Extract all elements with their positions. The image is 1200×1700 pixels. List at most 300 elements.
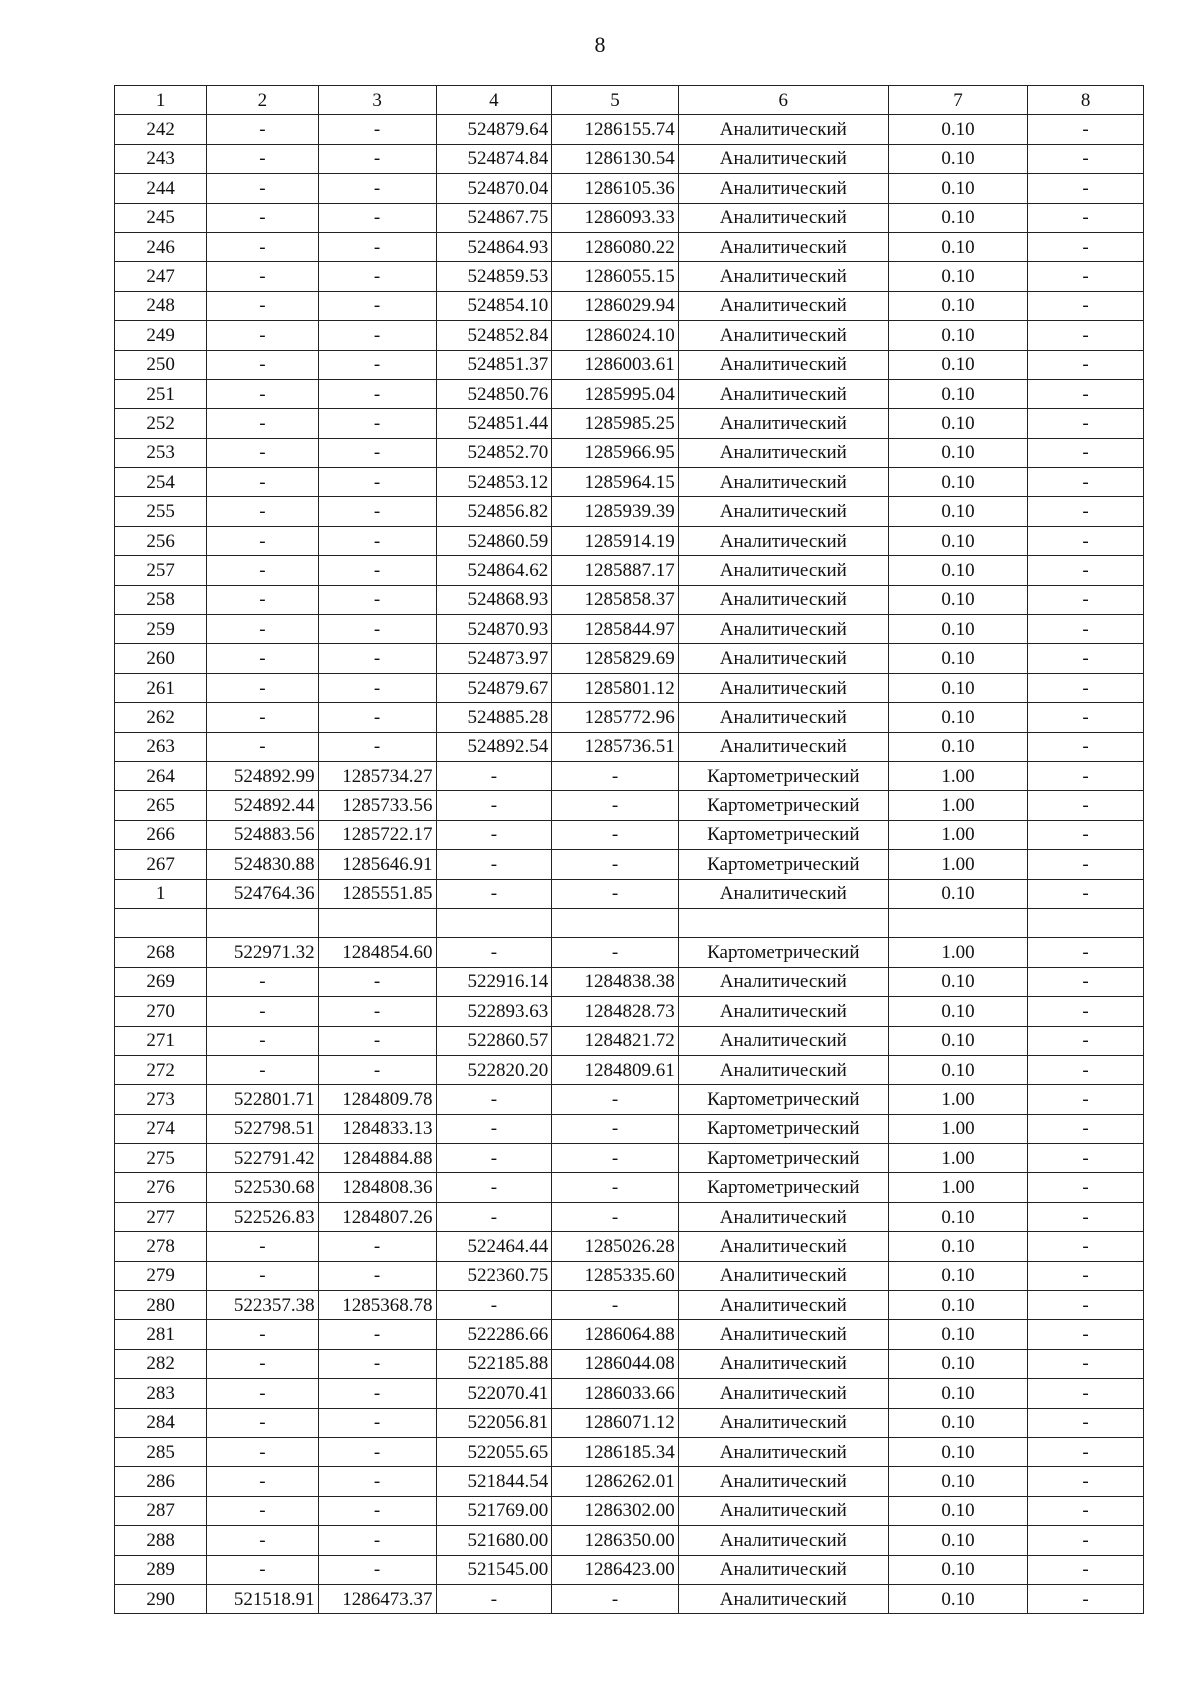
table-cell: 1285964.15 [552, 468, 678, 497]
table-cell: 524879.67 [436, 673, 552, 702]
table-cell: - [1028, 350, 1144, 379]
table-cell: - [552, 761, 678, 790]
table-cell: Аналитический [678, 1349, 888, 1378]
table-row [115, 115, 1144, 144]
table-cell: 0.10 [888, 203, 1027, 232]
table-cell: 1286064.88 [552, 1320, 678, 1349]
table-cell: 1.00 [888, 1173, 1027, 1202]
table-cell: 0.10 [888, 1379, 1027, 1408]
table-cell: 249 [115, 321, 207, 350]
table-cell: 1286029.94 [552, 291, 678, 320]
table-cell: 522286.66 [436, 1320, 552, 1349]
table-cell: 521518.91 [207, 1584, 318, 1613]
table-cell: Аналитический [678, 1320, 888, 1349]
table-cell: - [207, 438, 318, 467]
table-cell: 522820.20 [436, 1055, 552, 1084]
table-cell: - [552, 938, 678, 967]
table-row [115, 438, 1144, 467]
column-header: 8 [1028, 86, 1144, 115]
table-cell: - [318, 232, 436, 261]
table-cell: 290 [115, 1584, 207, 1613]
table-cell: 266 [115, 820, 207, 849]
table-cell: 522056.81 [436, 1408, 552, 1437]
table-cell: 0.10 [888, 556, 1027, 585]
table-cell: 277 [115, 1202, 207, 1231]
table-cell: - [1028, 967, 1144, 996]
table-cell: 1.00 [888, 761, 1027, 790]
table-cell: - [207, 556, 318, 585]
table-cell: - [318, 615, 436, 644]
table-cell: - [552, 1202, 678, 1231]
table-cell: 0.10 [888, 144, 1027, 173]
table-cell: - [436, 1291, 552, 1320]
table-cell: - [207, 1320, 318, 1349]
table-cell: Картометрический [678, 1144, 888, 1173]
table-cell: Аналитический [678, 879, 888, 908]
table-cell: 0.10 [888, 232, 1027, 261]
table-row [115, 1055, 1144, 1084]
table-cell: 0.10 [888, 526, 1027, 555]
table-cell: 263 [115, 732, 207, 761]
table-cell: 245 [115, 203, 207, 232]
table-row [115, 1437, 1144, 1466]
table-cell: 1285734.27 [318, 761, 436, 790]
table-row [115, 791, 1144, 820]
table-cell: - [1028, 732, 1144, 761]
table-row [115, 409, 1144, 438]
table-row [115, 850, 1144, 879]
table-cell: Картометрический [678, 820, 888, 849]
table-cell: 0.10 [888, 879, 1027, 908]
table-cell: - [207, 967, 318, 996]
table-cell: - [318, 291, 436, 320]
table-cell: - [1028, 850, 1144, 879]
table-cell: Картометрический [678, 1114, 888, 1143]
table-cell [678, 908, 888, 937]
table-cell: 1285646.91 [318, 850, 436, 879]
table-cell: - [552, 879, 678, 908]
table-row [115, 1349, 1144, 1378]
table-cell: 259 [115, 615, 207, 644]
table-cell: 0.10 [888, 1584, 1027, 1613]
column-header: 3 [318, 86, 436, 115]
table-cell: - [1028, 1202, 1144, 1231]
table-cell: Аналитический [678, 1437, 888, 1466]
table-cell: 524870.93 [436, 615, 552, 644]
table-cell: 258 [115, 585, 207, 614]
table-cell: - [1028, 556, 1144, 585]
table-cell: 1285887.17 [552, 556, 678, 585]
table-cell: - [552, 1291, 678, 1320]
table-cell: - [207, 497, 318, 526]
table-cell: - [1028, 438, 1144, 467]
table-cell: 524892.44 [207, 791, 318, 820]
table-cell: - [318, 468, 436, 497]
table-cell: Аналитический [678, 703, 888, 732]
table-cell: - [318, 1055, 436, 1084]
table-cell: 0.10 [888, 1232, 1027, 1261]
table-cell: 522971.32 [207, 938, 318, 967]
table-cell: - [436, 1584, 552, 1613]
table-cell: 1284854.60 [318, 938, 436, 967]
table-cell: - [552, 820, 678, 849]
table-cell: - [207, 232, 318, 261]
table-row [115, 1584, 1144, 1613]
table-cell: 267 [115, 850, 207, 879]
table-cell: - [1028, 1232, 1144, 1261]
table-row [115, 1467, 1144, 1496]
table-cell: - [1028, 379, 1144, 408]
table-cell: Аналитический [678, 997, 888, 1026]
table-row [115, 144, 1144, 173]
table-cell: 1.00 [888, 850, 1027, 879]
table-cell: 289 [115, 1555, 207, 1584]
table-row [115, 1555, 1144, 1584]
table-cell: - [1028, 1555, 1144, 1584]
table-row [115, 879, 1144, 908]
table-cell: 251 [115, 379, 207, 408]
table-cell: 282 [115, 1349, 207, 1378]
table-cell: - [1028, 703, 1144, 732]
table-cell: - [207, 1467, 318, 1496]
table-cell: 272 [115, 1055, 207, 1084]
table-cell: - [436, 1202, 552, 1231]
table-cell: - [1028, 1144, 1144, 1173]
table-cell: - [1028, 1291, 1144, 1320]
table-cell: 260 [115, 644, 207, 673]
table-cell: - [207, 585, 318, 614]
page-number: 8 [594, 32, 606, 57]
table-cell: - [207, 1379, 318, 1408]
table-cell: 522798.51 [207, 1114, 318, 1143]
table-cell: - [1028, 232, 1144, 261]
table-row [115, 174, 1144, 203]
table-cell: 286 [115, 1467, 207, 1496]
table-cell: Аналитический [678, 1467, 888, 1496]
table-cell: Аналитический [678, 1202, 888, 1231]
table-cell: - [1028, 1055, 1144, 1084]
table-cell: - [207, 321, 318, 350]
table-cell: 273 [115, 1085, 207, 1114]
table-cell: 0.10 [888, 997, 1027, 1026]
table-row [115, 468, 1144, 497]
table-cell: - [1028, 673, 1144, 702]
table-cell: Аналитический [678, 1496, 888, 1525]
table-cell: 252 [115, 409, 207, 438]
table-cell: 524851.44 [436, 409, 552, 438]
table-cell: - [318, 497, 436, 526]
table-cell: - [436, 938, 552, 967]
table-cell: 1286350.00 [552, 1526, 678, 1555]
table-cell: 284 [115, 1408, 207, 1437]
table-cell: 0.10 [888, 644, 1027, 673]
table-cell: - [207, 1026, 318, 1055]
column-header: 5 [552, 86, 678, 115]
table-cell: 276 [115, 1173, 207, 1202]
table-cell: 524856.82 [436, 497, 552, 526]
table-cell: - [436, 820, 552, 849]
table-cell: 1285801.12 [552, 673, 678, 702]
table-cell: Аналитический [678, 1232, 888, 1261]
table-cell: - [1028, 1173, 1144, 1202]
table-cell: Аналитический [678, 1026, 888, 1055]
table-row [115, 703, 1144, 732]
table-cell: 524853.12 [436, 468, 552, 497]
table-cell: - [318, 1379, 436, 1408]
table-cell: - [207, 379, 318, 408]
table-cell: - [318, 350, 436, 379]
table-row [115, 1496, 1144, 1525]
table-cell: 0.10 [888, 350, 1027, 379]
table-cell: Аналитический [678, 1555, 888, 1584]
table-cell: 1.00 [888, 1114, 1027, 1143]
table-cell: Аналитический [678, 379, 888, 408]
table-cell: 243 [115, 144, 207, 173]
table-cell: 1284833.13 [318, 1114, 436, 1143]
table-cell: - [1028, 1496, 1144, 1525]
table-cell: 274 [115, 1114, 207, 1143]
table-cell: 279 [115, 1261, 207, 1290]
table-cell: 0.10 [888, 262, 1027, 291]
table-cell: - [1028, 262, 1144, 291]
table-cell: - [318, 144, 436, 173]
table-cell: 271 [115, 1026, 207, 1055]
table-cell: 250 [115, 350, 207, 379]
table-cell: 1285939.39 [552, 497, 678, 526]
table-cell: 0.10 [888, 1320, 1027, 1349]
table-row [115, 379, 1144, 408]
table-row [115, 497, 1144, 526]
table-cell: 244 [115, 174, 207, 203]
table-cell [436, 908, 552, 937]
table-cell: Аналитический [678, 1291, 888, 1320]
table-cell: - [1028, 938, 1144, 967]
table-cell: - [1028, 644, 1144, 673]
table-cell: - [1028, 1114, 1144, 1143]
table-cell: - [436, 879, 552, 908]
table-cell: 0.10 [888, 1026, 1027, 1055]
table-cell: 524854.10 [436, 291, 552, 320]
table-cell: 0.10 [888, 1496, 1027, 1525]
table-cell: 524879.64 [436, 115, 552, 144]
table-cell: 1.00 [888, 820, 1027, 849]
table-cell: - [1028, 115, 1144, 144]
table-row [115, 997, 1144, 1026]
table-cell: 1286262.01 [552, 1467, 678, 1496]
table-cell: - [1028, 820, 1144, 849]
table-cell: - [1028, 321, 1144, 350]
table-cell: 1284808.36 [318, 1173, 436, 1202]
table-cell: 1286185.34 [552, 1437, 678, 1466]
table-cell: 1284828.73 [552, 997, 678, 1026]
coordinates-table [114, 85, 1144, 1614]
table-cell: Аналитический [678, 732, 888, 761]
table-row [115, 1526, 1144, 1555]
table-cell: 246 [115, 232, 207, 261]
table-cell: - [318, 321, 436, 350]
table-cell: - [1028, 1408, 1144, 1437]
table-row [115, 1291, 1144, 1320]
table-cell: 0.10 [888, 438, 1027, 467]
table-cell: 1285914.19 [552, 526, 678, 555]
table-cell: - [207, 174, 318, 203]
table-row [115, 1144, 1144, 1173]
table-cell: 0.10 [888, 115, 1027, 144]
table-cell: Аналитический [678, 1055, 888, 1084]
table-cell: Картометрический [678, 1173, 888, 1202]
table-cell: - [1028, 468, 1144, 497]
table-cell: 1286080.22 [552, 232, 678, 261]
table-cell: - [318, 703, 436, 732]
table-cell: - [207, 1349, 318, 1378]
table-cell: - [318, 1437, 436, 1466]
column-header: 6 [678, 86, 888, 115]
table-cell: 280 [115, 1291, 207, 1320]
table-cell: 268 [115, 938, 207, 967]
table-cell: 524870.04 [436, 174, 552, 203]
table-cell: 254 [115, 468, 207, 497]
table-cell: 281 [115, 1320, 207, 1349]
table-cell: - [207, 703, 318, 732]
table-cell: 524850.76 [436, 379, 552, 408]
table-cell: - [207, 409, 318, 438]
table-cell: 1285368.78 [318, 1291, 436, 1320]
table-cell: 1285858.37 [552, 585, 678, 614]
table-cell: 1285985.25 [552, 409, 678, 438]
table-cell: 269 [115, 967, 207, 996]
table-cell: 285 [115, 1437, 207, 1466]
table-cell: 524864.62 [436, 556, 552, 585]
table-cell: - [436, 1085, 552, 1114]
table-cell: - [207, 291, 318, 320]
table-cell: 522791.42 [207, 1144, 318, 1173]
table-cell: Аналитический [678, 1408, 888, 1437]
table-cell: 0.10 [888, 174, 1027, 203]
table-cell: Аналитический [678, 174, 888, 203]
table-cell: 256 [115, 526, 207, 555]
table-row [115, 967, 1144, 996]
table-cell: 1.00 [888, 1144, 1027, 1173]
table-cell: - [207, 350, 318, 379]
table-cell: - [207, 1232, 318, 1261]
table-cell: 283 [115, 1379, 207, 1408]
table-cell: 1286071.12 [552, 1408, 678, 1437]
table-row [115, 732, 1144, 761]
table-cell: - [318, 1026, 436, 1055]
table-cell: - [1028, 174, 1144, 203]
table-cell: 522530.68 [207, 1173, 318, 1202]
table-cell: Аналитический [678, 350, 888, 379]
table-cell: - [318, 1408, 436, 1437]
table-cell: Аналитический [678, 144, 888, 173]
table-cell: 522860.57 [436, 1026, 552, 1055]
table-cell: 0.10 [888, 497, 1027, 526]
table-cell: 242 [115, 115, 207, 144]
table-cell: - [207, 526, 318, 555]
table-cell: 0.10 [888, 1408, 1027, 1437]
table-cell: - [1028, 1320, 1144, 1349]
table-cell: - [436, 1173, 552, 1202]
table-cell: 521844.54 [436, 1467, 552, 1496]
table-row [115, 262, 1144, 291]
table-cell: - [1028, 879, 1144, 908]
table-cell: 0.10 [888, 1291, 1027, 1320]
table-cell: 1285733.56 [318, 791, 436, 820]
table-cell: - [1028, 1261, 1144, 1290]
table-cell: 0.10 [888, 967, 1027, 996]
table-cell: 261 [115, 673, 207, 702]
table-cell: 257 [115, 556, 207, 585]
table-cell: 524764.36 [207, 879, 318, 908]
table-cell: 0.10 [888, 1261, 1027, 1290]
table-cell: Картометрический [678, 1085, 888, 1114]
table-cell: 524868.93 [436, 585, 552, 614]
table-cell: - [207, 468, 318, 497]
table-cell: Аналитический [678, 526, 888, 555]
table-cell: Аналитический [678, 232, 888, 261]
table-cell: - [318, 967, 436, 996]
table-cell: 522893.63 [436, 997, 552, 1026]
table-cell: 1285844.97 [552, 615, 678, 644]
table-cell: Аналитический [678, 262, 888, 291]
table-cell: - [318, 438, 436, 467]
table-cell: 522801.71 [207, 1085, 318, 1114]
table-cell: - [318, 644, 436, 673]
table-cell: 524864.93 [436, 232, 552, 261]
table-cell: 521680.00 [436, 1526, 552, 1555]
table-cell: 1285335.60 [552, 1261, 678, 1290]
table-cell: 275 [115, 1144, 207, 1173]
table-cell: 0.10 [888, 1349, 1027, 1378]
header-row [115, 86, 1144, 115]
table-cell: - [552, 1173, 678, 1202]
table-row [115, 908, 1144, 937]
table-cell: Аналитический [678, 291, 888, 320]
table-cell: - [207, 262, 318, 291]
table-cell: Аналитический [678, 497, 888, 526]
table-cell: 524883.56 [207, 820, 318, 849]
table-cell: 1285829.69 [552, 644, 678, 673]
table-cell: 248 [115, 291, 207, 320]
table-cell: Аналитический [678, 615, 888, 644]
table-cell: 287 [115, 1496, 207, 1525]
table-cell: 1284821.72 [552, 1026, 678, 1055]
table-row [115, 232, 1144, 261]
table-cell: 524892.54 [436, 732, 552, 761]
table-cell: - [318, 585, 436, 614]
table-cell: 265 [115, 791, 207, 820]
table-cell: Картометрический [678, 761, 888, 790]
table-cell: 0.10 [888, 1437, 1027, 1466]
table-cell: Аналитический [678, 409, 888, 438]
table-cell: 1284809.78 [318, 1085, 436, 1114]
table-cell: 1286473.37 [318, 1584, 436, 1613]
table-cell: - [318, 1320, 436, 1349]
table-row [115, 1408, 1144, 1437]
table-cell: - [318, 262, 436, 291]
table-row [115, 673, 1144, 702]
table-row [115, 291, 1144, 320]
table-cell: - [1028, 1349, 1144, 1378]
table-cell: 0.10 [888, 615, 1027, 644]
table-cell [888, 908, 1027, 937]
table-cell: - [207, 732, 318, 761]
table-cell: Картометрический [678, 791, 888, 820]
table-cell: 522464.44 [436, 1232, 552, 1261]
table-cell: - [1028, 1526, 1144, 1555]
table-cell: 1284838.38 [552, 967, 678, 996]
table-cell: Аналитический [678, 1379, 888, 1408]
